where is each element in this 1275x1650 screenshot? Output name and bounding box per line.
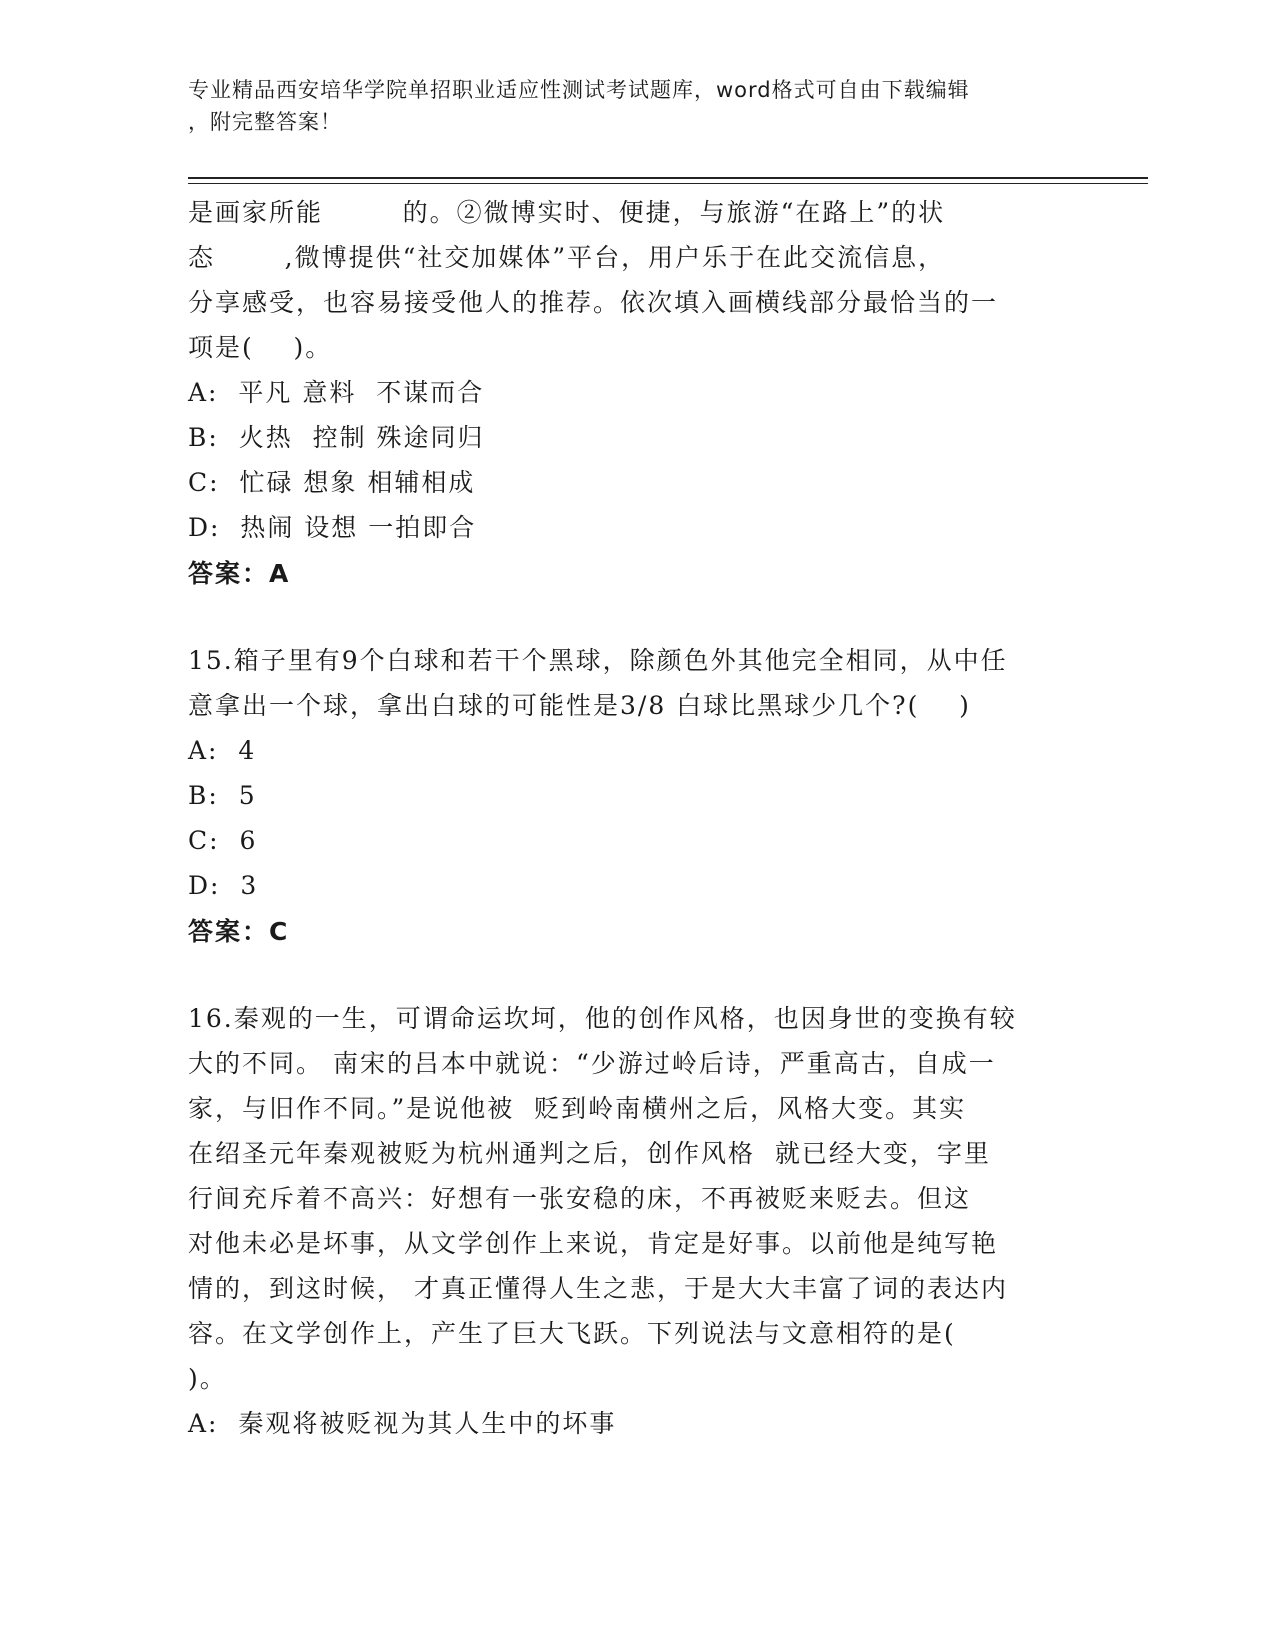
option-c: C: 忙碌 想象 相辅相成 [188, 468, 476, 497]
header-rule-thick [188, 177, 1148, 179]
option-a: A: 平凡 意料 不谋而合 [188, 378, 485, 407]
spacer [188, 598, 1088, 638]
answer-label: 答案：C [188, 917, 290, 946]
question-text-line: )。 [188, 1364, 227, 1393]
question-text-line: 大的不同。 南宋的吕本中就说：“少游过岭后诗，严重高古，自成一 [188, 1049, 996, 1078]
question-text-line: 情的，到这时候， 才真正懂得人生之悲，于是大大丰富了词的表达内 [188, 1274, 1008, 1303]
question-14 [188, 190, 1088, 598]
question-text-line: 对他未必是坏事，从文学创作上来说，肯定是好事。以前他是纯写艳 [188, 1229, 999, 1258]
header-line-2: ，附完整答案！ [188, 110, 342, 134]
header-rule-thin [188, 183, 1148, 184]
header-line-1: 专业精品西安培华学院单招职业适应性测试考试题库，word格式可自由下载编辑 [188, 78, 970, 102]
spacer [188, 956, 1088, 996]
document-header [188, 74, 1068, 138]
question-text-line: 在绍圣元年秦观被贬为杭州通判之后，创作风格 就已经大变，字里 [188, 1139, 991, 1168]
question-text-line: 容。在文学创作上，产生了巨大飞跃。下列说法与文意相符的是( [188, 1319, 956, 1348]
option-b: B: 5 [188, 781, 257, 810]
question-text-line: 分享感受，也容易接受他人的推荐。依次填入画横线部分最恰当的一 [188, 288, 999, 317]
option-a: A: 4 [188, 736, 257, 765]
option-b: B: 火热 控制 殊途同归 [188, 423, 485, 452]
question-16 [188, 996, 1088, 1446]
document-body [188, 190, 1088, 1446]
option-d: D: 3 [188, 871, 259, 900]
question-text-line: 16.秦观的一生，可谓命运坎坷，他的创作风格，也因身世的变换有较 [188, 1004, 1017, 1033]
question-text-line: 是画家所能 的。②微博实时、便捷，与旅游“在路上”的状 [188, 198, 946, 227]
question-text-line: 项是( )。 [188, 333, 333, 362]
question-text-line: 态 ,微博提供“社交加媒体”平台，用户乐于在此交流信息， [188, 243, 946, 272]
question-text-line: 家，与旧作不同。”是说他被 贬到岭南横州之后，风格大变。其实 [188, 1094, 967, 1123]
question-text-line: 行间充斥着不高兴：好想有一张安稳的床，不再被贬来贬去。但这 [188, 1184, 972, 1213]
option-d: D: 热闹 设想 一拍即合 [188, 513, 477, 542]
question-text-line: 意拿出一个球，拿出白球的可能性是3/8 白球比黑球少几个?( ) [188, 691, 971, 720]
answer-label: 答案：A [188, 559, 291, 588]
option-c: C: 6 [188, 826, 258, 855]
question-text-line: 15.箱子里有9个白球和若干个黑球，除颜色外其他完全相同，从中任 [188, 646, 1008, 675]
question-15 [188, 638, 1088, 956]
option-a: A: 秦观将被贬视为其人生中的坏事 [188, 1409, 617, 1438]
